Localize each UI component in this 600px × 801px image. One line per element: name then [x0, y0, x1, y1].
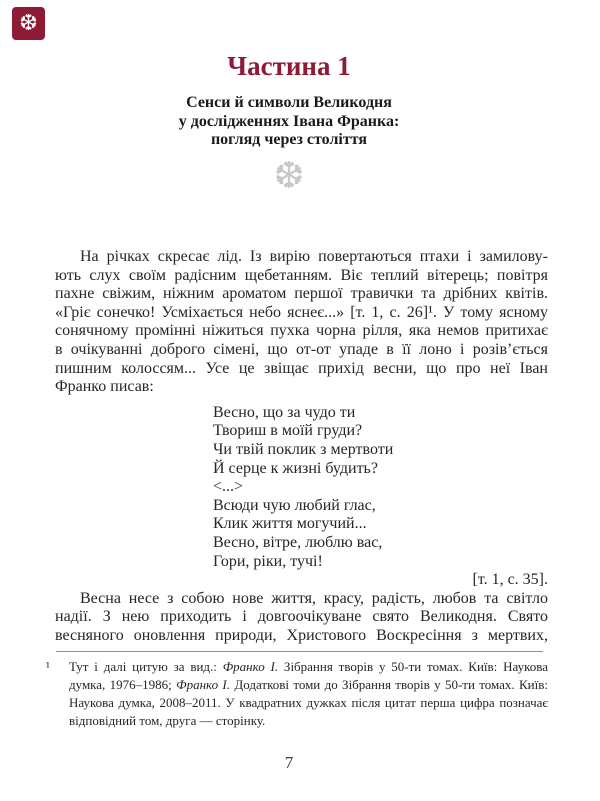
- poem-line: <...>: [213, 478, 244, 496]
- poem-line: Й серце к жизні будить?: [213, 459, 378, 477]
- text-line: ють слух своїм радісним щебетанням. Віє теплий вітерець; повітря: [55, 266, 548, 284]
- poem-line: Весно, що за чудо ти: [213, 403, 356, 421]
- poem-line: Всюди чую любий глас,: [213, 496, 376, 514]
- poem-line: Гори, ріки, тучі!: [213, 552, 323, 570]
- text-line: Весна несе з собою нове життя, красу, радість, любов та світло: [80, 589, 548, 607]
- footnote-text: Тут і далі цитую за вид.: Франко І. Зібрання творів у 50-ти томах. Київ: Наукова думка, 1976–1986; Франко І. Додаткові томи до Зібрання творів у 50-ти томах. Київ: Наукова думка, 2008–2011. У квадратних дужках після цитат перша цифра позначає відповідний том, друга — сторінку.: [69, 659, 548, 728]
- footnote-marker: ¹: [46, 659, 50, 674]
- poem-quote: [213, 404, 548, 571]
- snowflake-icon: ❆: [19, 10, 38, 36]
- poem-line: Твориш в моїй груди?: [213, 422, 363, 440]
- poem-line: Чи твій поклик з мертвоти: [213, 440, 394, 458]
- part-subtitle: [0, 94, 578, 150]
- snowflake-ornament-icon: ❆: [273, 154, 305, 197]
- text-line: пахне свіжим, ніжним ароматом першої травички та дрібних квітів.: [55, 285, 548, 303]
- subtitle-line: у дослідженнях Івана Франка:: [178, 112, 400, 130]
- part-badge: [12, 7, 45, 40]
- paragraph-1: [55, 248, 548, 397]
- text-line: в очікуванні доброго сімені, що от-от упаде в її лоно і розів’ється: [55, 340, 548, 358]
- paragraph-2: [55, 590, 548, 646]
- part-title: Частина 1: [227, 51, 351, 81]
- page-number: 7: [284, 753, 294, 772]
- page-body: [55, 248, 548, 645]
- text-line: Франко писав:: [55, 378, 154, 396]
- text-line: пишним колоссям... Усе це звіщає прихід весни, що про неї Іван: [55, 359, 548, 377]
- text-line: «Гріє сонечко! Усміхається небо яснеє...» [т. 1, с. 26]¹. У тому ясному: [55, 303, 548, 321]
- text-line: На річках скресає лід. Із вирію повертаються птахи і замилову-: [80, 248, 548, 265]
- subtitle-line: Сенси й символи Великодня: [186, 94, 392, 111]
- poem-line: Клик життя могучий...: [213, 515, 367, 533]
- footnote: [46, 658, 548, 730]
- text-line: весняного оновлення природи, Христового Воскресіння з мертвих,: [55, 626, 548, 644]
- text-line: сонячному промінні ніжиться пухка чорна рілля, яка немов притихає: [55, 322, 548, 340]
- text-line: надії. З нею приходить і довгоочікуване свято Великодня. Свято: [55, 608, 548, 626]
- citation-reference: [т. 1, с. 35].: [472, 571, 548, 589]
- subtitle-line: погляд через століття: [210, 131, 368, 148]
- poem-line: Весно, вітре, люблю вас,: [213, 533, 383, 551]
- footnote-divider: [56, 651, 543, 652]
